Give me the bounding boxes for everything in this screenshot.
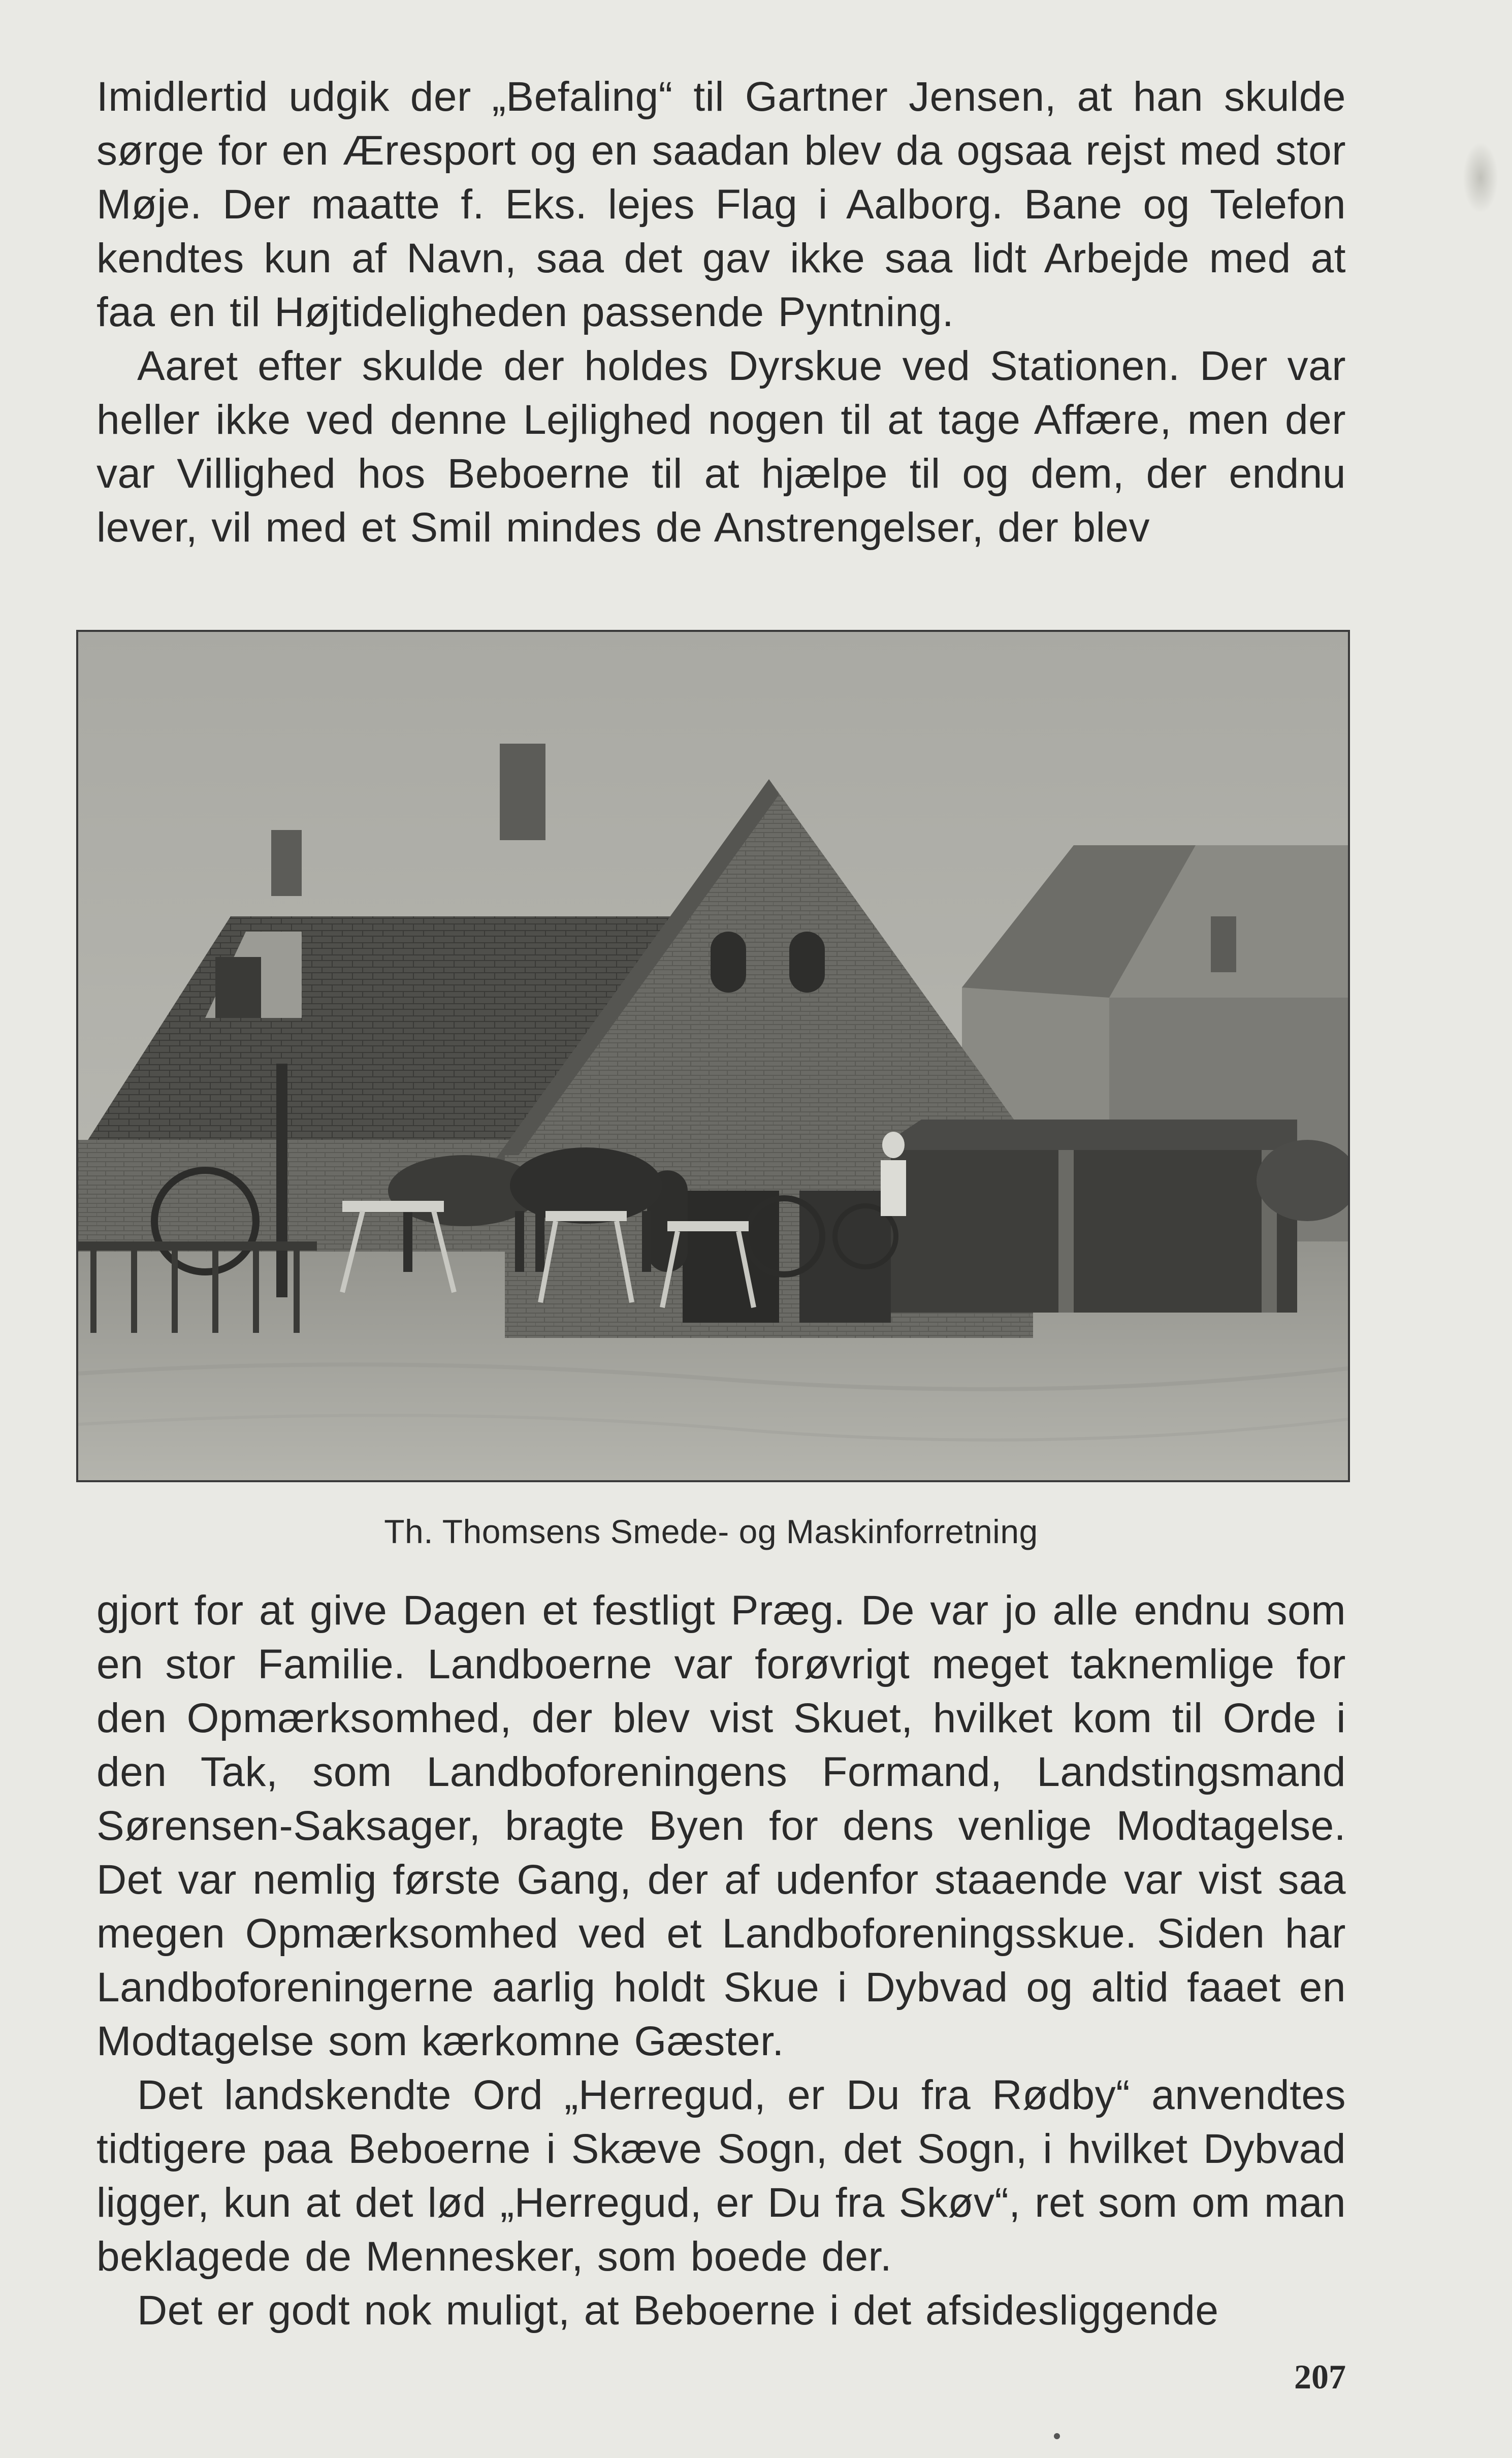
paragraph: Imidlertid udgik der „Befaling“ til Gartner Jensen, at han skulde sørge for en Æresport og en saadan blev da ogsaa rejst med stor Møje. Der maatte f. Eks. lejes Flag i Aalborg. Bane og Telefon kendtes kun af Navn, saa det gav ikke saa lidt Arbejde med at faa en til Højtideligheden passende Pyntning. — [96, 74, 1346, 335]
page-stain — [1463, 142, 1498, 213]
paragraph: Aaret efter skulde der holdes Dyrskue ved Stationen. Der var heller ikke ved denne Lejlighed nogen til at tage Affære, men der var Villighed hos Beboerne til at hjælpe til og dem, der endnu lever, vil med et Smil mindes de Anstrengelser, der blev — [96, 343, 1346, 551]
photo-smithy — [76, 630, 1350, 1482]
page-number: 207 — [1294, 2357, 1346, 2396]
paragraph: gjort for at give Dagen et festligt Præg. De var jo alle endnu som en stor Familie. Landboerne var forøvrigt meget taknemlige for den Opmærksomhed, der blev vist Skuet, hvilket kom til Orde i den Tak, som Landboforeningens Formand, Landstingsmand Sørensen-Saksager, bragte Byen for dens venlige Modtagelse. Det var nemlig første Gang, der af udenfor staaende var vist saa megen Opmærksomhed ved et Landboforeningsskue. Siden har Landboforeningerne aarlig holdt Skue i Dybvad og altid faaet en Modtagelse som kærkomne Gæster. — [96, 1587, 1346, 2064]
photo-caption: Th. Thomsens Smede- og Maskinforretning — [384, 1513, 1038, 1550]
top-text-block — [96, 70, 1346, 555]
photo-illustration — [78, 632, 1348, 1480]
paragraph: Det er godt nok muligt, at Beboerne i det afsidesliggende — [137, 2287, 1219, 2334]
bottom-text-block — [96, 1584, 1346, 2338]
paragraph: Det landskendte Ord „Herregud, er Du fra Rødby“ anvendtes tidtigere paa Beboerne i Skæve Sogn, det Sogn, i hvilket Dybvad ligger, kun at det lød „Herregud, er Du fra Skøv“, ret som om man beklagede de Mennesker, som boede der. — [96, 2072, 1346, 2280]
ink-dot — [1054, 2433, 1060, 2439]
